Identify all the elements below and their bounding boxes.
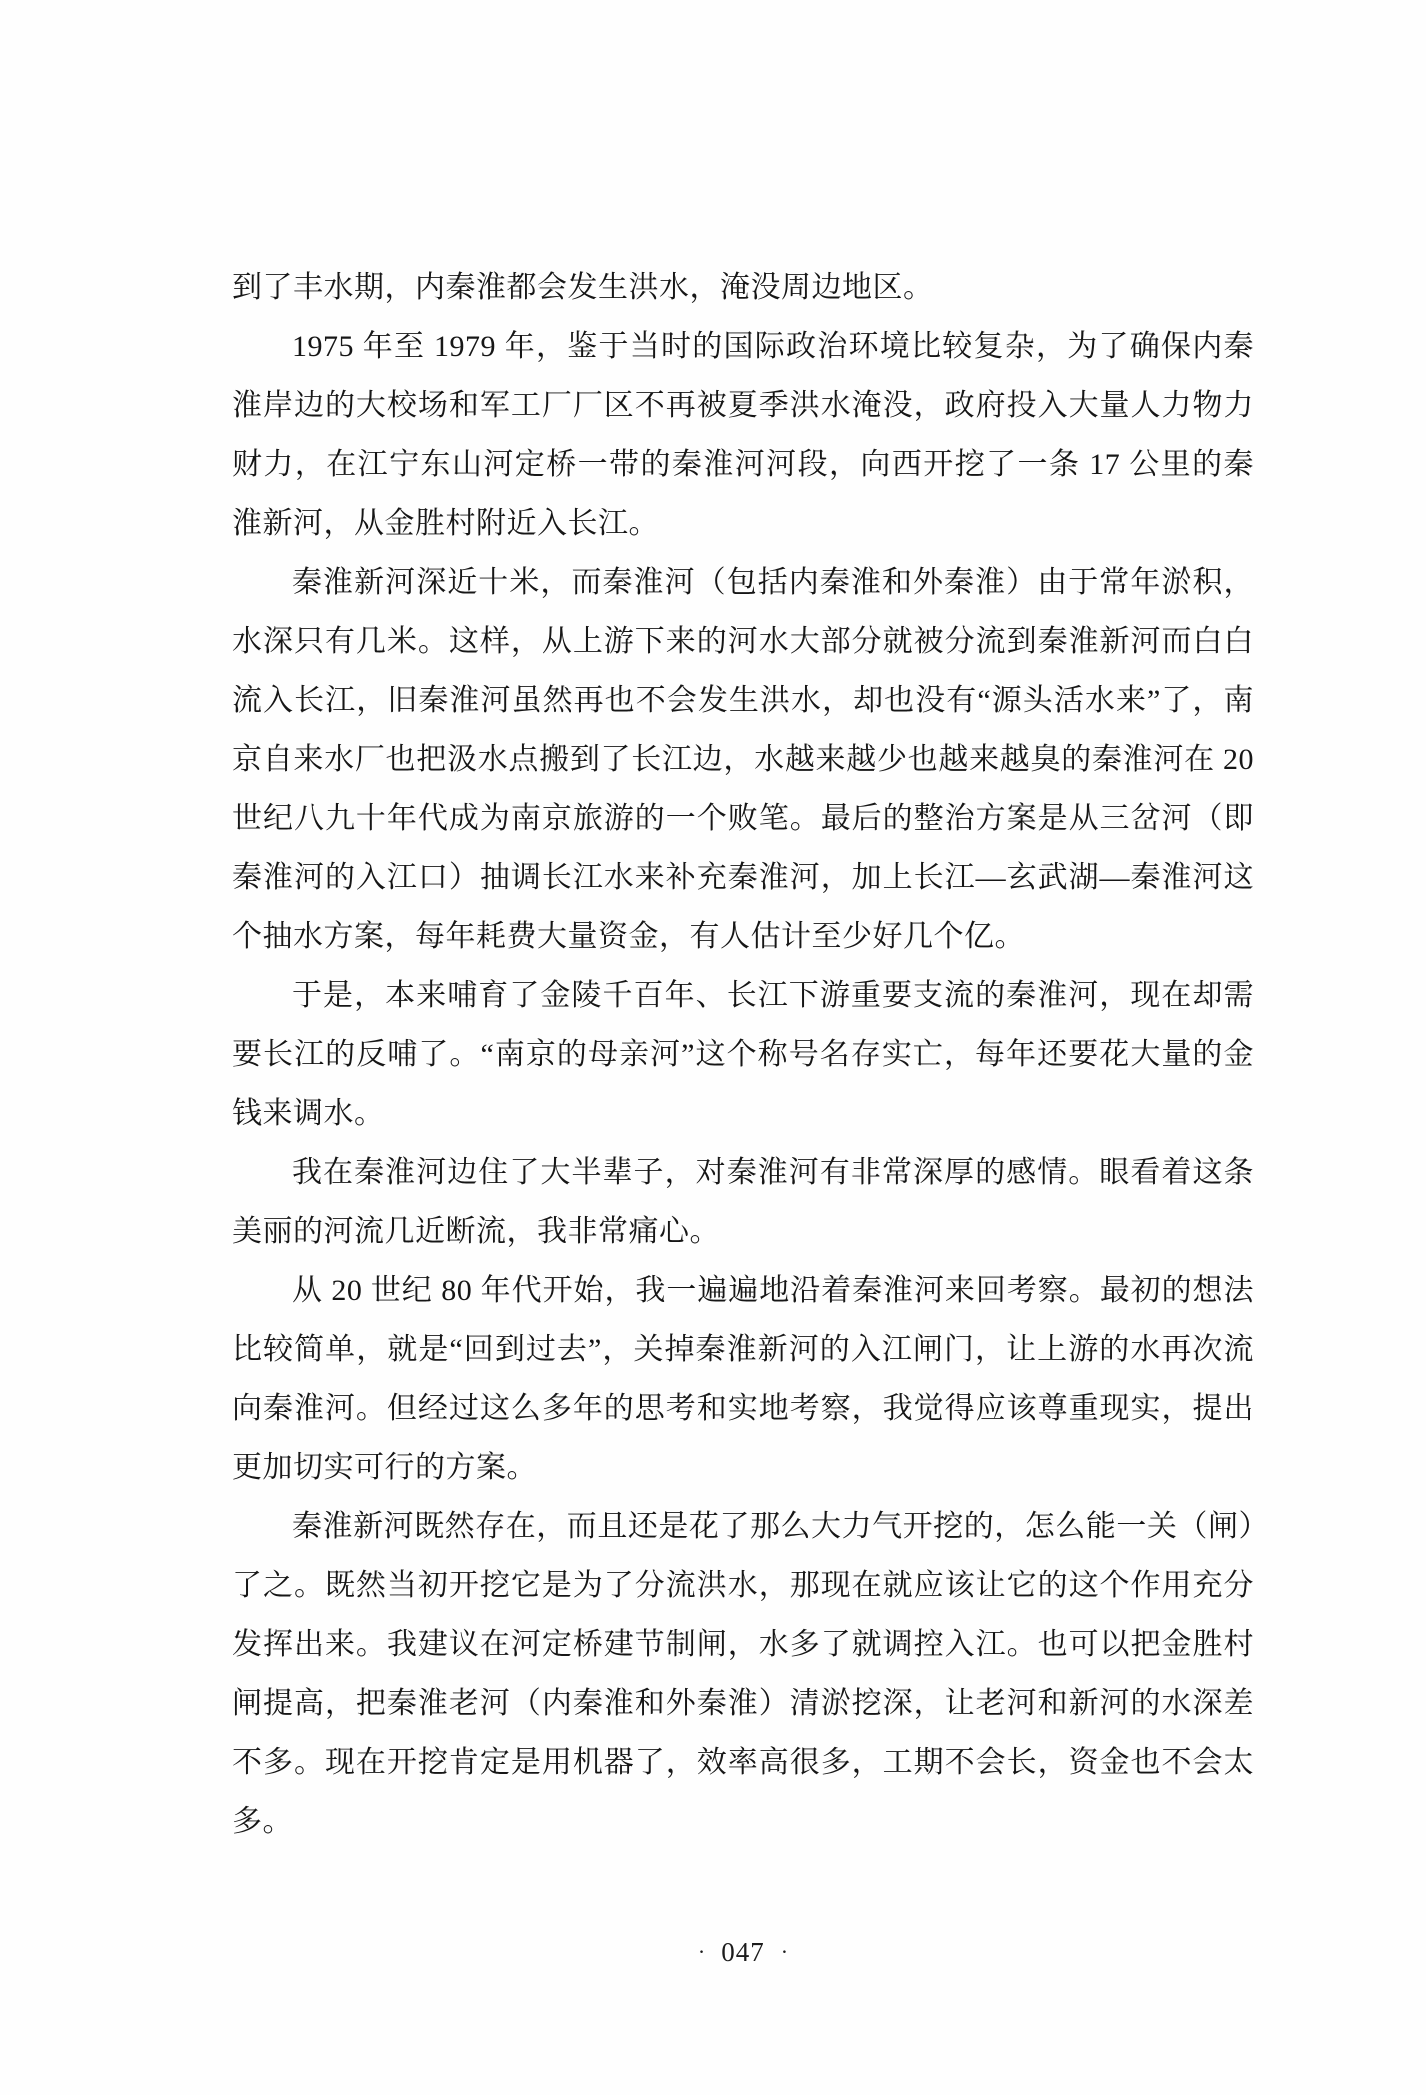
paragraph: 从 20 世纪 80 年代开始，我一遍遍地沿着秦淮河来回考察。最初的想法比较简单，就是“回到过去”，关掉秦淮新河的入江闸门，让上游的水再次流向秦淮河。但经过这么多年的思考和实地考察，我觉得应该尊重现实，提出更加切实可行的方案。 bbox=[232, 1274, 1254, 1484]
page-footer bbox=[232, 1934, 1254, 1970]
paragraph: 我在秦淮河边住了大半辈子，对秦淮河有非常深厚的感情。眼看着这条美丽的河流几近断流，我非常痛心。 bbox=[232, 1156, 1254, 1248]
paragraph: 到了丰水期，内秦淮都会发生洪水，淹没周边地区。 bbox=[232, 271, 934, 304]
paragraph: 于是，本来哺育了金陵千百年、长江下游重要支流的秦淮河，现在却需要长江的反哺了。“南京的母亲河”这个称号名存实亡，每年还要花大量的金钱来调水。 bbox=[232, 979, 1254, 1130]
paragraph: 秦淮新河既然存在，而且还是花了那么大力气开挖的，怎么能一关（闸）了之。既然当初开挖它是为了分流洪水，那现在就应该让它的这个作用充分发挥出来。我建议在河定桥建节制闸，水多了就调控入江。也可以把金胜村闸提高，把秦淮老河（内秦淮和外秦淮）清淤挖深，让老河和新河的水深差不多。现在开挖肯定是用机器了，效率高很多，工期不会长，资金也不会太多。 bbox=[232, 1510, 1254, 1838]
page-number: 047 bbox=[721, 1937, 765, 1967]
paragraph: 1975 年至 1979 年，鉴于当时的国际政治环境比较复杂，为了确保内秦淮岸边的大校场和军工厂厂区不再被夏季洪水淹没，政府投入大量人力物力财力，在江宁东山河定桥一带的秦淮河河段，向西开挖了一条 17 公里的秦淮新河，从金胜村附近入长江。 bbox=[232, 330, 1254, 540]
text-block bbox=[232, 258, 1254, 1851]
paragraph: 秦淮新河深近十米，而秦淮河（包括内秦淮和外秦淮）由于常年淤积，水深只有几米。这样，从上游下来的河水大部分就被分流到秦淮新河而白白流入长江，旧秦淮河虽然再也不会发生洪水，却也没有“源头活水来”了，南京自来水厂也把汲水点搬到了长江边，水越来越少也越来越臭的秦淮河在 20 世纪八九十年代成为南京旅游的一个败笔。最后的整治方案是从三岔河（即秦淮河的入江口）抽调长江水来补充秦淮河，加上长江—玄武湖—秦淮河这个抽水方案，每年耗费大量资金，有人估计至少好几个亿。 bbox=[232, 566, 1254, 953]
footer-right-dot: · bbox=[780, 1939, 789, 1964]
footer-left-dot: · bbox=[697, 1939, 706, 1964]
